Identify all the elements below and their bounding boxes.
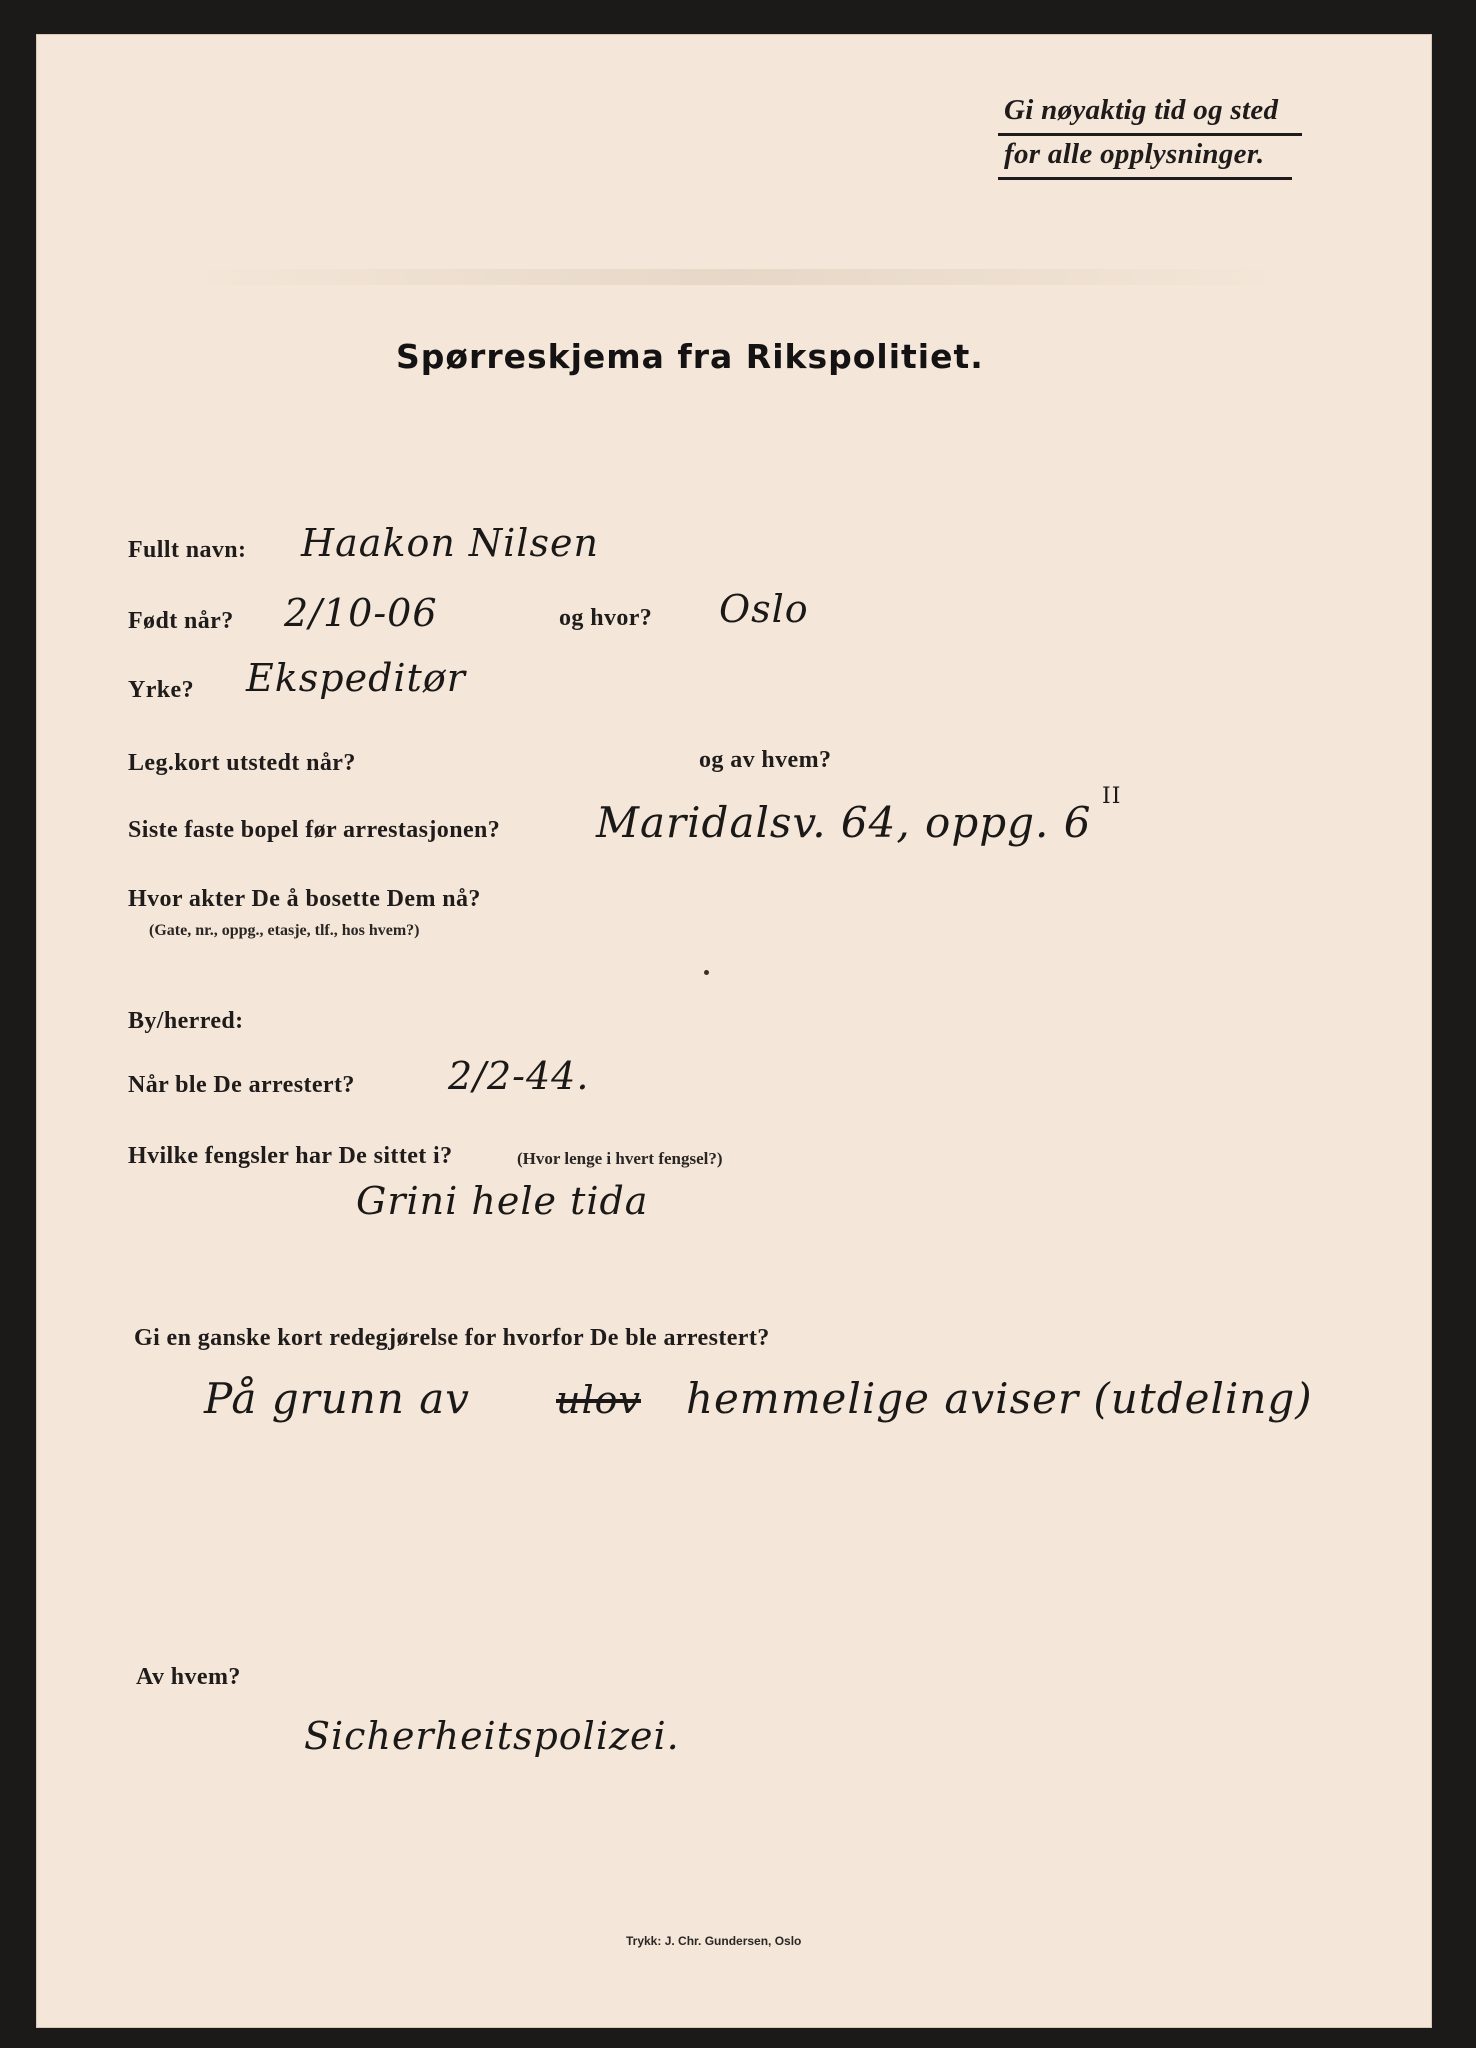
ink-dot bbox=[704, 970, 709, 975]
prisons-hint: (Hvor lenge i hvert fengsel?) bbox=[517, 1149, 723, 1168]
id-card-issued-label: Leg.kort utstedt når? bbox=[128, 750, 356, 776]
prisons-value: Grini hele tida bbox=[356, 1179, 649, 1223]
occupation-value: Ekspeditør bbox=[246, 656, 466, 700]
reason-value-part1: På grunn av bbox=[204, 1374, 470, 1423]
arrested-when-value: 2/2-44. bbox=[448, 1054, 590, 1098]
header-note-underline2 bbox=[998, 177, 1292, 180]
reason-label: Gi en ganske kort redegjørelse for hvorfor De ble arrestert? bbox=[134, 1325, 770, 1351]
last-address-label: Siste faste bopel før arrestasjonen? bbox=[128, 817, 501, 843]
full-name-value: Haakon Nilsen bbox=[301, 521, 599, 565]
last-address-superscript: II bbox=[1102, 784, 1122, 809]
id-card-by-label: og av hvem? bbox=[699, 747, 832, 773]
by-whom-label: Av hvem? bbox=[136, 1664, 241, 1690]
reason-value-part2: hemmelige aviser (utdeling) bbox=[686, 1374, 1313, 1423]
settle-where-label: Hvor akter De å bosette Dem nå? bbox=[128, 886, 481, 912]
header-note-line2: for alle opplysninger. bbox=[1004, 138, 1265, 170]
header-note-underline1 bbox=[998, 133, 1302, 136]
occupation-label: Yrke? bbox=[128, 677, 194, 703]
form-title: Spørreskjema fra Rikspolitiet. bbox=[396, 337, 984, 376]
arrested-when-label: Når ble De arrestert? bbox=[128, 1072, 355, 1098]
header-note-line1: Gi nøyaktig tid og sted bbox=[1004, 94, 1279, 126]
printer-imprint: Trykk: J. Chr. Gundersen, Oslo bbox=[626, 1934, 802, 1948]
born-when-value: 2/10-06 bbox=[284, 591, 438, 635]
prisons-label: Hvilke fengsler har De sittet i? bbox=[128, 1143, 453, 1169]
last-address-value: Maridalsv. 64, oppg. 6 bbox=[596, 798, 1092, 847]
born-where-label: og hvor? bbox=[559, 605, 653, 631]
town-label: By/herred: bbox=[128, 1008, 244, 1034]
by-whom-value: Sicherheitspolizei. bbox=[304, 1714, 680, 1758]
form-page bbox=[36, 34, 1432, 2028]
born-when-label: Født når? bbox=[128, 608, 234, 634]
full-name-label: Fullt navn: bbox=[128, 537, 247, 563]
bleed-through-mark bbox=[186, 269, 1286, 285]
born-where-value: Oslo bbox=[719, 587, 809, 631]
reason-value-struck: ulov bbox=[556, 1378, 641, 1422]
settle-where-hint: (Gate, nr., oppg., etasje, tlf., hos hvem?) bbox=[149, 922, 420, 939]
